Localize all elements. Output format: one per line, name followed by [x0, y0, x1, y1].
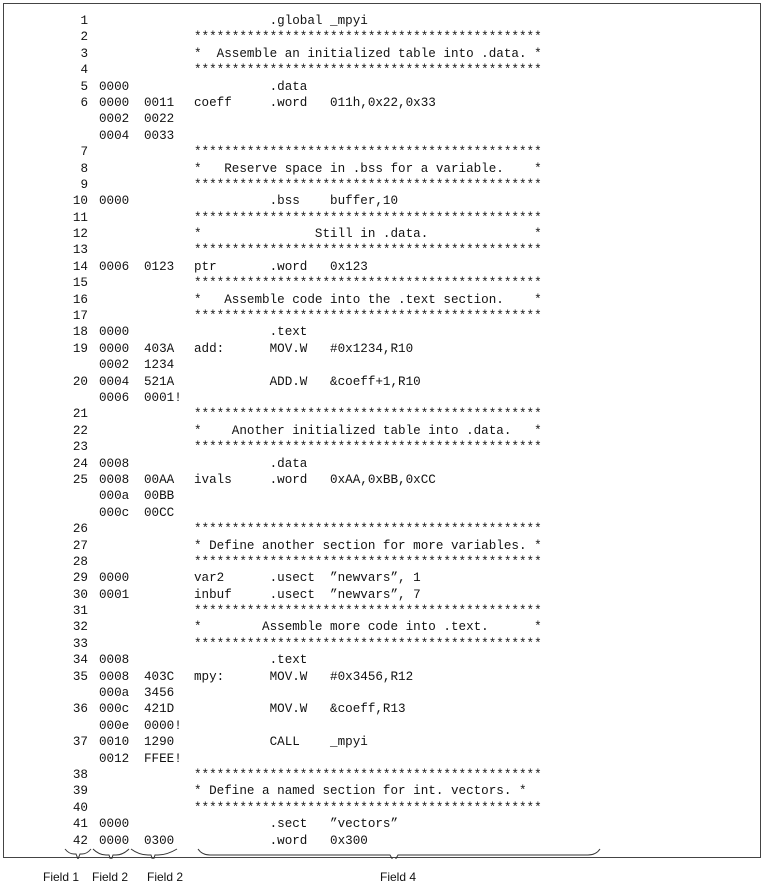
line-number: 34 [72, 653, 88, 668]
field-3-label: Field 2 [147, 870, 184, 884]
source-statement: .text [194, 325, 308, 340]
field-3-brace [131, 849, 177, 859]
field-1-value: 0004 [99, 128, 130, 143]
source-statement: * Reserve space in .bss for a variable. * [194, 161, 542, 176]
field-1-value: 0004 [99, 374, 130, 389]
source-statement: ********************************************** [194, 407, 542, 422]
source-statement: ********************************************** [194, 767, 542, 782]
field-1-value: 0000 [99, 194, 130, 209]
field-1-value: 000c [99, 505, 130, 520]
source-statement: var2 .usect ”newvars”, 1 [194, 571, 421, 586]
field-2-label: Field 2 [92, 870, 129, 884]
field-1-value: 000c [99, 702, 130, 717]
line-number: 39 [72, 784, 88, 799]
field-1-value: 0012 [99, 751, 130, 766]
line-number: 22 [72, 423, 88, 438]
line-number: 32 [72, 620, 88, 635]
field-1-brace [65, 849, 91, 859]
source-statement: add: MOV.W #0x1234,R10 [194, 341, 414, 356]
line-number: 38 [72, 767, 88, 782]
field-2-value: 521A [144, 374, 175, 389]
source-statement: * Assemble an initialized table into .data. * [194, 46, 542, 61]
source-statement: ********************************************** [194, 800, 542, 815]
line-number: 20 [72, 374, 88, 389]
line-number: 25 [72, 472, 88, 487]
field-2-value: FFEE! [144, 751, 182, 766]
source-statement: ********************************************** [194, 63, 542, 78]
field-1-value: 0000 [99, 833, 130, 848]
source-statement: ********************************************** [194, 440, 542, 455]
field-2-value: 1234 [144, 358, 175, 373]
source-statement: .data [194, 456, 308, 471]
field-1-value: 0000 [99, 817, 130, 832]
line-number: 42 [72, 833, 88, 848]
line-number: 4 [80, 63, 88, 78]
field-2-value: 3456 [144, 686, 175, 701]
source-statement: coeff .word 011h,0x22,0x33 [194, 95, 436, 110]
source-statement: mpy: MOV.W #0x3456,R12 [194, 669, 414, 684]
source-statement: ********************************************** [194, 145, 542, 160]
source-statement: ********************************************** [194, 30, 542, 45]
source-statement: ********************************************** [194, 604, 542, 619]
line-number: 16 [72, 292, 88, 307]
line-number: 1 [80, 14, 88, 28]
field-2-value: 0300 [144, 833, 175, 848]
source-statement: ********************************************** [194, 177, 542, 192]
line-number: 15 [72, 276, 88, 291]
field-1-value: 0008 [99, 472, 130, 487]
line-number: 37 [72, 735, 88, 750]
field-1-value: 000e [99, 718, 130, 733]
field-1-value: 0006 [99, 259, 130, 274]
field-2-value: 00BB [144, 489, 175, 504]
field-2-brace [93, 849, 129, 859]
source-statement: ADD.W &coeff+1,R10 [194, 374, 421, 389]
source-statement: .sect ”vectors” [194, 817, 399, 832]
field-1-label: Field 1 [43, 870, 80, 884]
source-statement: * Assemble code into the .text section. * [194, 292, 542, 307]
field-4-label: Field 4 [380, 870, 417, 884]
source-statement: CALL _mpyi [194, 735, 368, 750]
source-statement: ********************************************** [194, 554, 542, 569]
source-statement: ivals .word 0xAA,0xBB,0xCC [194, 472, 436, 487]
source-statement: ********************************************** [194, 309, 542, 324]
listing-frame [3, 3, 761, 858]
field-braces [4, 4, 762, 859]
field-2-value: 1290 [144, 735, 175, 750]
line-number: 13 [72, 243, 88, 258]
line-number: 27 [72, 538, 88, 553]
source-statement: .global _mpyi [194, 14, 368, 28]
field-2-value: 0123 [144, 259, 175, 274]
field-1-value: 000a [99, 489, 130, 504]
line-number: 3 [80, 46, 88, 61]
field-1-value: 000a [99, 686, 130, 701]
source-statement: MOV.W &coeff,R13 [194, 702, 406, 717]
line-number: 9 [80, 177, 88, 192]
source-statement: * Assemble more code into .text. * [194, 620, 542, 635]
field-2-value: 403A [144, 341, 175, 356]
field-2-value: 0022 [144, 112, 175, 127]
source-statement: ********************************************** [194, 276, 542, 291]
field-2-value: 0033 [144, 128, 175, 143]
line-number: 35 [72, 669, 88, 684]
line-number: 26 [72, 522, 88, 537]
line-number: 11 [72, 210, 88, 225]
source-statement: .bss buffer,10 [194, 194, 399, 209]
line-number: 18 [72, 325, 88, 340]
source-statement: ********************************************** [194, 636, 542, 651]
field-1-value: 0008 [99, 669, 130, 684]
source-statement: ********************************************** [194, 210, 542, 225]
field-1-value: 0001 [99, 587, 130, 602]
field-2-value: 0000! [144, 718, 182, 733]
line-number: 33 [72, 636, 88, 651]
line-number: 2 [80, 30, 88, 45]
field-2-value: 00AA [144, 472, 175, 487]
line-number: 12 [72, 227, 88, 242]
source-statement: * Define a named section for int. vectors. * [194, 784, 527, 799]
field-1-value: 0000 [99, 95, 130, 110]
source-statement: .word 0x300 [194, 833, 368, 848]
line-number: 28 [72, 554, 88, 569]
source-statement: ********************************************** [194, 243, 542, 258]
line-number: 23 [72, 440, 88, 455]
source-statement: * Define another section for more variables. * [194, 538, 542, 553]
field-1-value: 0002 [99, 112, 130, 127]
source-statement: inbuf .usect ”newvars”, 7 [194, 587, 421, 602]
field-2-value: 0011 [144, 95, 175, 110]
source-statement: .data [194, 79, 308, 94]
field-1-value: 0000 [99, 325, 130, 340]
field-2-value: 00CC [144, 505, 175, 520]
line-number: 6 [80, 95, 88, 110]
field-2-value: 403C [144, 669, 175, 684]
line-number: 40 [72, 800, 88, 815]
line-number: 14 [72, 259, 88, 274]
field-1-value: 0008 [99, 456, 130, 471]
line-number: 8 [80, 161, 88, 176]
source-statement: * Still in .data. * [194, 227, 542, 242]
line-number: 31 [72, 604, 88, 619]
line-number: 10 [72, 194, 88, 209]
line-number: 7 [80, 145, 88, 160]
line-number: 30 [72, 587, 88, 602]
source-statement: ptr .word 0x123 [194, 259, 368, 274]
source-statement: .text [194, 653, 308, 668]
line-number: 5 [80, 79, 88, 94]
line-number: 21 [72, 407, 88, 422]
field-1-value: 0010 [99, 735, 130, 750]
field-1-value: 0002 [99, 358, 130, 373]
line-number: 36 [72, 702, 88, 717]
line-number: 19 [72, 341, 88, 356]
line-number: 29 [72, 571, 88, 586]
line-number: 41 [72, 817, 88, 832]
source-statement: * Another initialized table into .data. * [194, 423, 542, 438]
field-1-value: 0000 [99, 79, 130, 94]
field-1-value: 0000 [99, 341, 130, 356]
field-1-value: 0000 [99, 571, 130, 586]
field-2-value: 0001! [144, 390, 182, 405]
field-1-value: 0006 [99, 390, 130, 405]
field-1-value: 0008 [99, 653, 130, 668]
field-4-brace [198, 849, 600, 859]
field-2-value: 421D [144, 702, 175, 717]
line-number: 24 [72, 456, 88, 471]
source-statement: ********************************************** [194, 522, 542, 537]
line-number: 17 [72, 309, 88, 324]
